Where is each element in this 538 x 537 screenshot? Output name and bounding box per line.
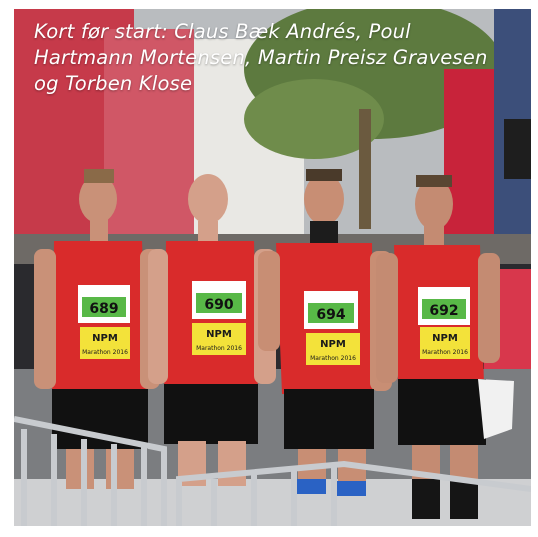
photo-caption: Kort før start: Claus Bæk Andrés, Poul Hartmann Mortensen, Martin Preisz Gravesen og Torben Klose — [34, 20, 488, 95]
tree-trunk — [359, 109, 371, 229]
bib-4-event: Marathon 2016 — [422, 349, 468, 356]
bib-4-number: 692 — [429, 303, 459, 319]
race-photo — [14, 9, 531, 526]
bib-3-number: 694 — [316, 307, 346, 323]
bib-1-number: 689 — [89, 301, 119, 317]
bib-1-event: Marathon 2016 — [82, 349, 128, 356]
right-banner — [444, 69, 494, 259]
speaker — [504, 119, 531, 179]
bib-2-sponsor: NPM — [206, 329, 232, 340]
bib-1 — [78, 285, 130, 359]
bib-2-number: 690 — [204, 297, 234, 313]
bib-4-sponsor: NPM — [432, 333, 458, 344]
bib-3 — [304, 291, 360, 365]
bib-2-event: Marathon 2016 — [196, 345, 242, 352]
bib-4 — [418, 287, 470, 359]
bib-2 — [192, 281, 246, 355]
bib-3-sponsor: NPM — [320, 339, 346, 350]
bib-1-sponsor: NPM — [92, 333, 118, 344]
bib-3-event: Marathon 2016 — [310, 355, 356, 362]
